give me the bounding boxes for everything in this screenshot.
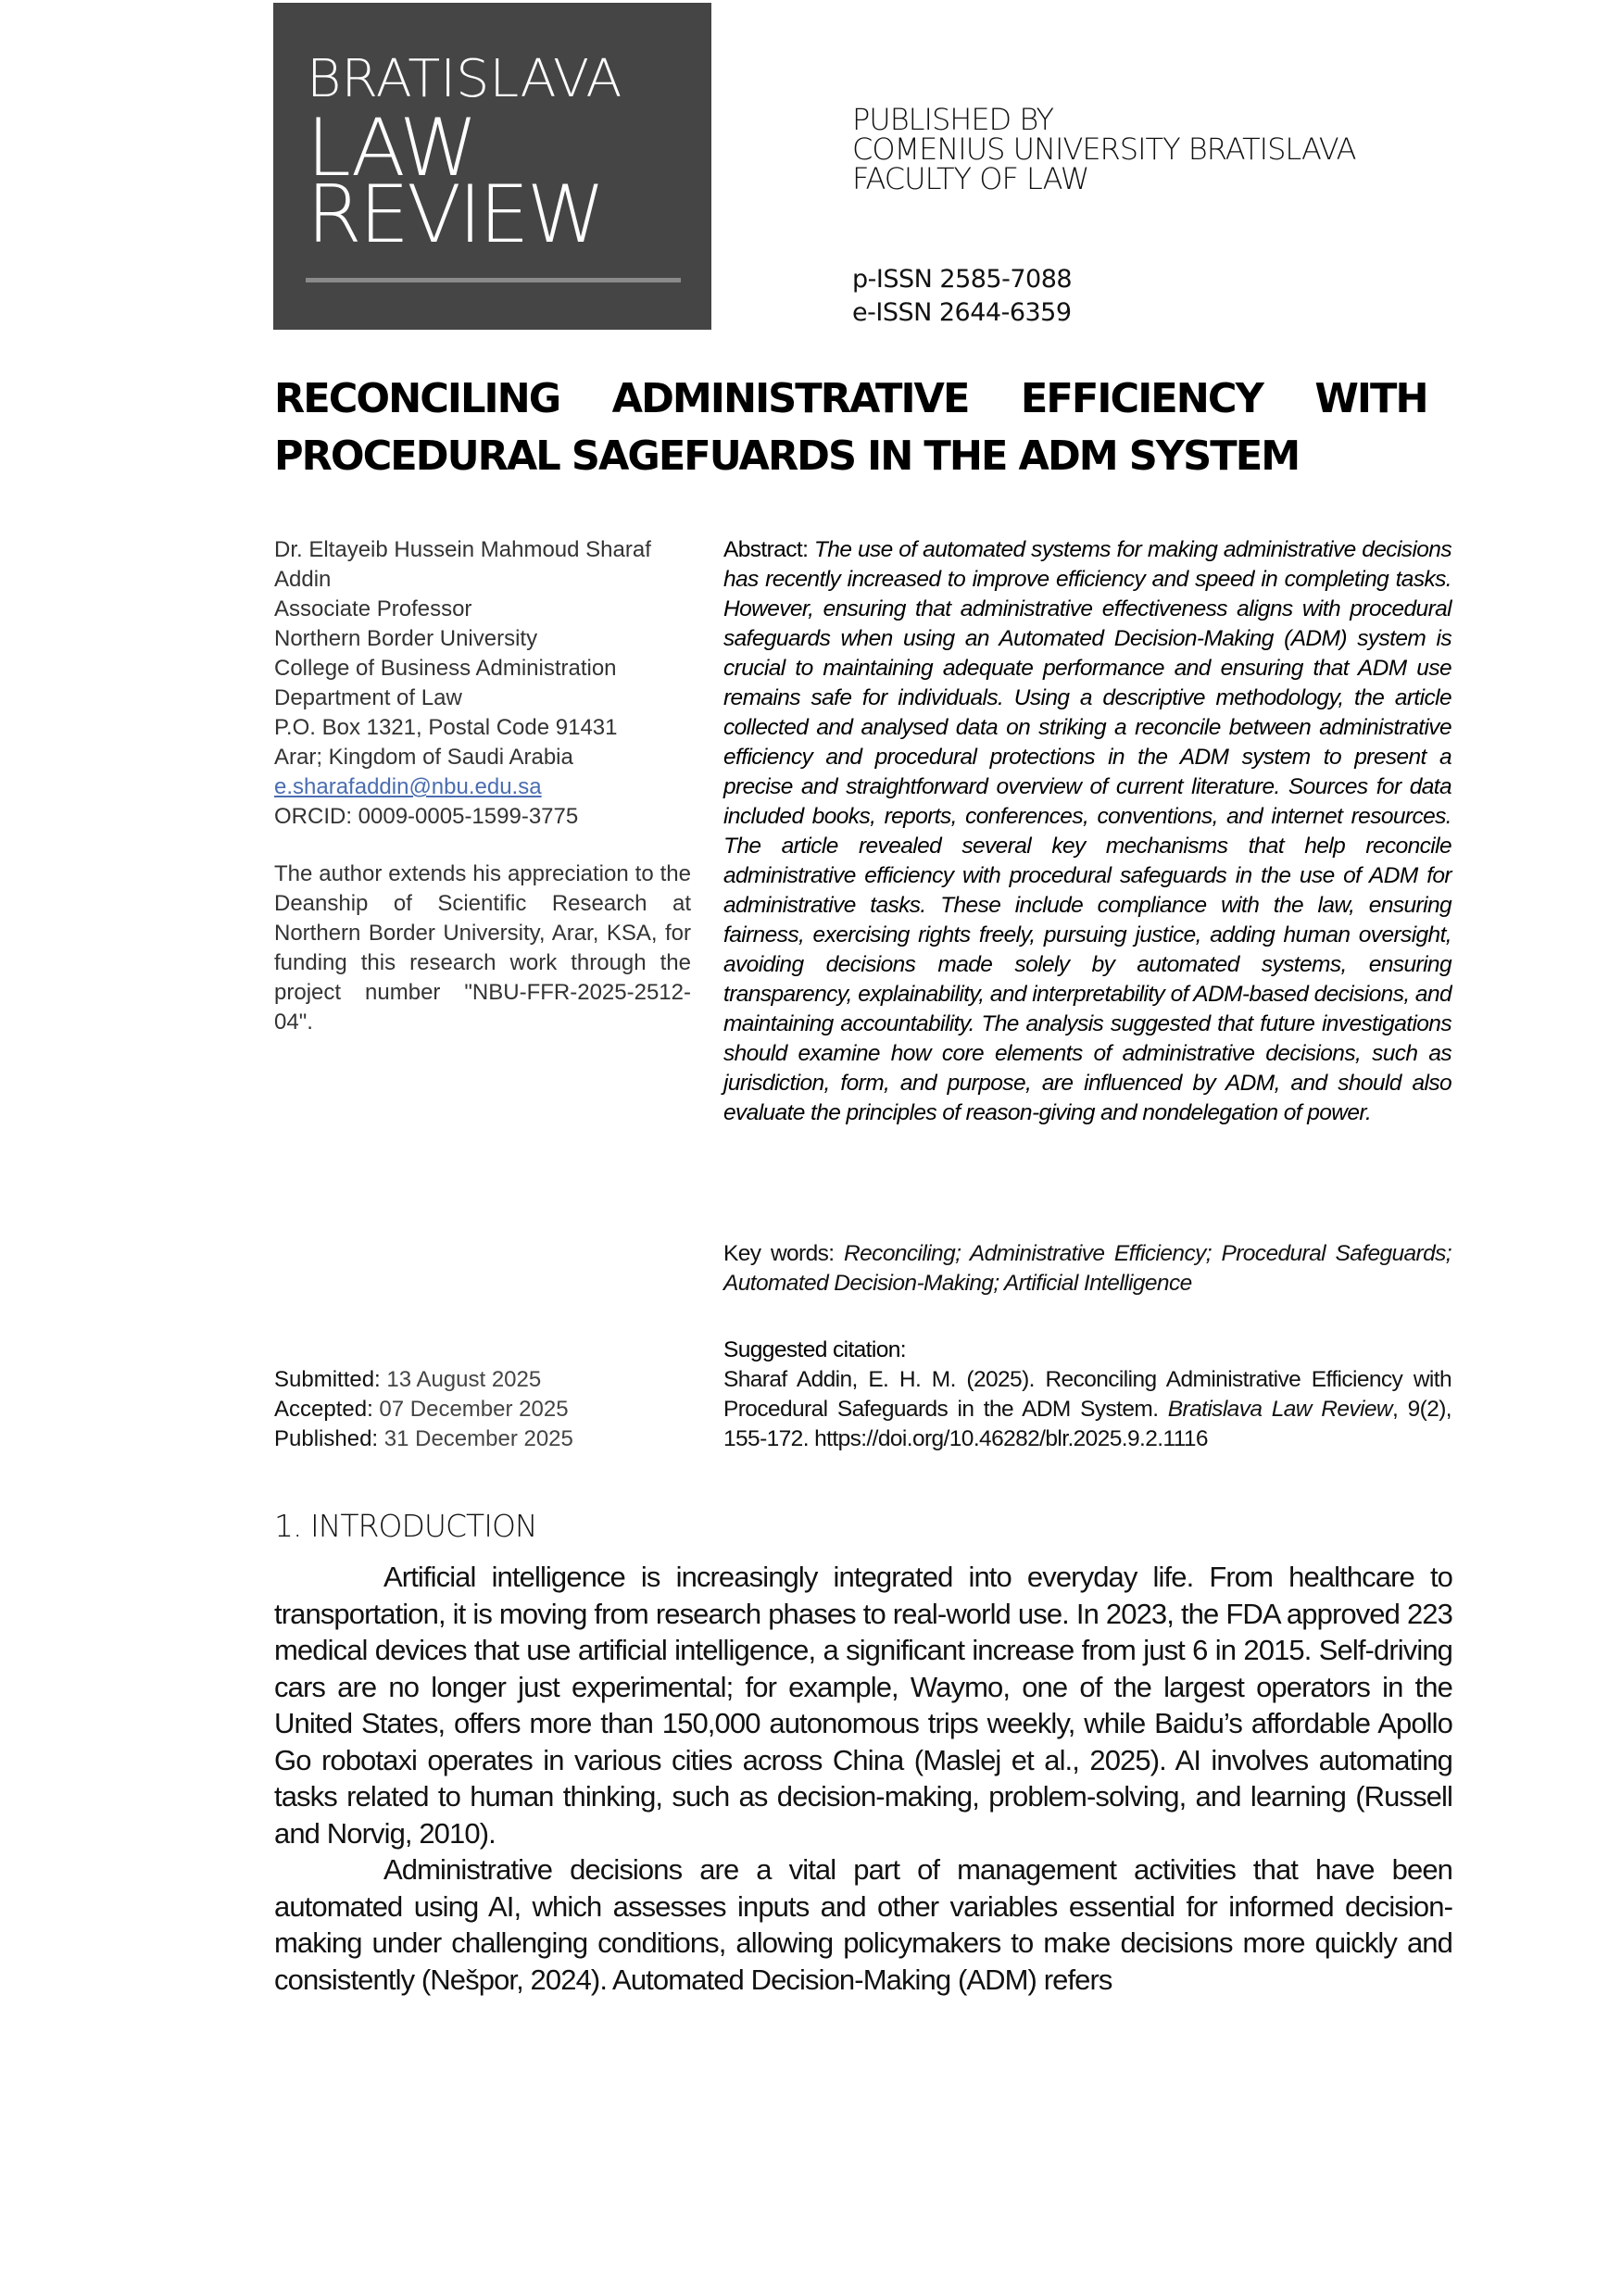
author-affiliation [274, 535, 691, 832]
accepted-label: Accepted: [274, 1397, 373, 1422]
publisher-line: FACULTY OF LAW [852, 161, 1089, 196]
submitted-date: 13 August 2025 [386, 1367, 542, 1392]
author-address: P.O. Box 1321, Postal Code 91431 [274, 715, 618, 740]
introduction-body [274, 1559, 1452, 1998]
publisher-info [852, 102, 1356, 196]
publisher-line: COMENIUS UNIVERSITY BRATISLAVA [852, 132, 1356, 167]
abstract [723, 535, 1451, 1128]
keywords [723, 1239, 1451, 1299]
published-label: Published: [274, 1426, 379, 1451]
keywords-text: Reconciling; Administrative Efficiency; Procedural Safeguards; Automated Decision-Making; Artificial Intelligence [723, 1241, 1451, 1296]
published-date: 31 December 2025 [383, 1426, 573, 1451]
citation-suffix: , 9(2), 155-172. https://doi.org/10.46282/blr.2025.9.2.1116 [723, 1397, 1451, 1451]
electronic-issn: e-ISSN 2644-6359 [852, 298, 1072, 327]
acknowledgement: The author extends his appreciation to the Deanship of Scientific Research at Northern Border University, Arar, KSA, for funding this research work through the project number "NBU-FFR-2025-2512-04". [274, 861, 691, 1035]
published-date-row [274, 1424, 573, 1454]
publication-dates [274, 1365, 573, 1454]
accepted-date: 07 December 2025 [379, 1397, 569, 1422]
body-paragraph: Artificial intelligence is increasingly integrated into everyday life. From healthcare to transportation, it is moving from research phases to real-world use. In 2023, the FDA approved 223 medical devices that use artificial intelligence, a significant increase from just 6 in 2015. Self-driving cars are no longer just experimental; for example, Waymo, one of the largest operators in the United States, offers more than 150,000 autonomous trips weekly, while Baidu’s affordable Apollo Go robotaxi operates in various cities across China (Maslej et al., 2025). AI involves automating tasks related to human thinking, such as decision-making, problem-solving, and learning (Russell and Norvig, 2010). [274, 1561, 1452, 1850]
submitted-label: Submitted: [274, 1367, 381, 1392]
journal-logo [273, 3, 711, 330]
author-name: Dr. Eltayeib Hussein Mahmoud Sharaf Addin [274, 537, 651, 592]
accepted-date-row [274, 1395, 573, 1424]
logo-text-bratislava: BRATISLAVA [307, 49, 622, 109]
author-position: Associate Professor [274, 596, 472, 621]
submitted-date-row [274, 1365, 573, 1395]
author-department: Department of Law [274, 685, 462, 710]
abstract-label: Abstract: [723, 537, 809, 562]
body-paragraph: Administrative decisions are a vital part of management activities that have been automated using AI, which assesses inputs and other variables essential for informed decision-making under challenging conditions, allowing policymakers to make decisions more quickly and consistently (Nešpor, 2024). Automated Decision-Making (ADM) refers [274, 1853, 1452, 1996]
author-email-link[interactable]: e.sharafaddin@nbu.edu.sa [274, 774, 542, 799]
title-line-1: RECONCILING ADMINISTRATIVE EFFICIENCY WITH [274, 375, 1427, 422]
publisher-line: PUBLISHED BY [852, 102, 1054, 137]
section-heading-introduction: 1. INTRODUCTION [274, 1508, 537, 1544]
author-college: College of Business Administration [274, 656, 617, 681]
citation-journal: Bratislava Law Review [1167, 1397, 1393, 1422]
citation-prefix: Sharaf Addin, E. H. M. (2025). Reconciling Administrative Efficiency with Procedural Safeguards in the ADM System. [723, 1367, 1451, 1422]
suggested-citation [723, 1336, 1451, 1454]
article-title [274, 370, 1427, 485]
author-university: Northern Border University [274, 626, 538, 651]
author-orcid: ORCID: 0009-0005-1599-3775 [274, 804, 579, 829]
issn-block [852, 263, 1072, 330]
title-line-2: PROCEDURAL SAGEFUARDS IN THE ADM SYSTEM [274, 433, 1300, 480]
print-issn: p-ISSN 2585-7088 [852, 265, 1073, 294]
author-city-country: Arar; Kingdom of Saudi Arabia [274, 745, 573, 770]
keywords-label: Key words: [723, 1241, 835, 1266]
logo-text-law: LAW [307, 102, 477, 194]
logo-text-review: REVIEW [307, 169, 603, 261]
abstract-text: The use of automated systems for making administrative decisions has recently increased to improve efficiency and speed in completing tasks. However, ensuring that administrative effectiveness aligns with procedural safeguards when using an Automated Decision-Making (ADM) system is crucial to maintaining adequate performance and ensuring that ADM use remains safe for individuals. Using a descriptive methodology, the article collected and analysed data on striking a reconcile between administrative efficiency and procedural protections in the ADM system to present a precise and straightforward overview of current literature. Sources for data included books, reports, conferences, conventions, and internet resources. The article revealed several key mechanisms that help reconcile administrative efficiency with procedural safeguards in the use of ADM for administrative tasks. These include compliance with the law, ensuring fairness, exercising rights freely, pursuing justice, adding human oversight, avoiding decisions made solely by automated systems, ensuring transparency, explainability, and interpretability of ADM-based decisions, and maintaining accountability. The analysis suggested that future investigations should examine how core elements of administrative decisions, such as jurisdiction, form, and purpose, are influenced by ADM, and should also evaluate the principles of reason-giving and nondelegation of power. [723, 537, 1451, 1125]
logo-divider [306, 278, 681, 282]
citation-heading: Suggested citation: [723, 1337, 906, 1362]
